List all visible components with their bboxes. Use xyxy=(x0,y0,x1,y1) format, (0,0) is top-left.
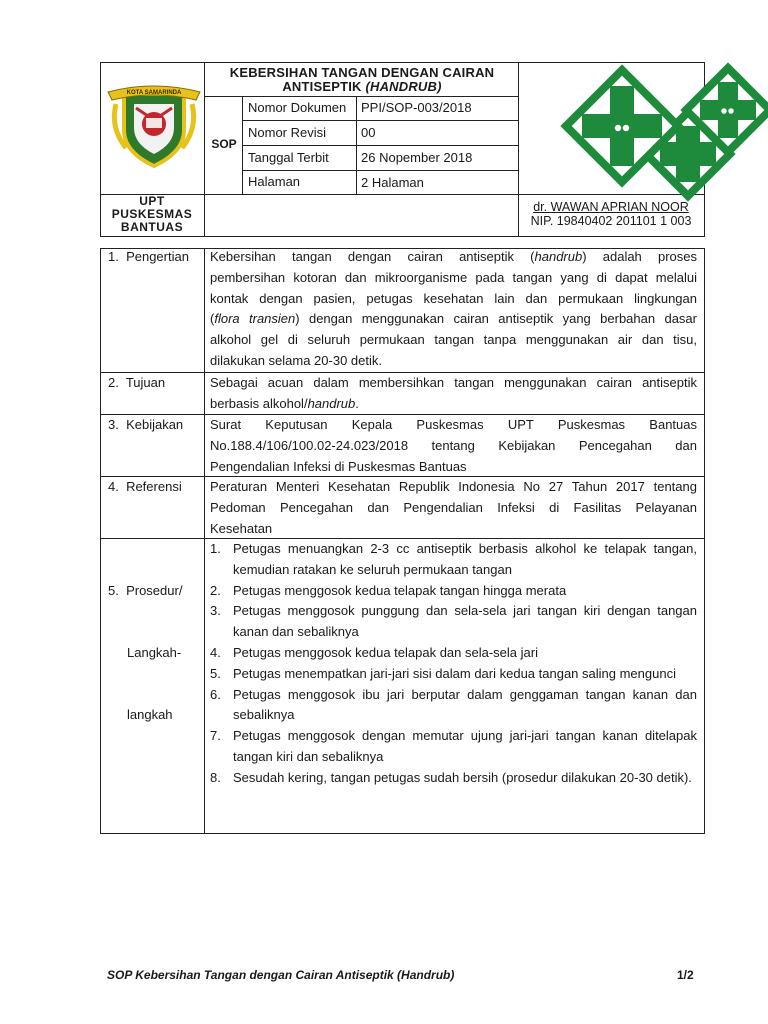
meta-value-halaman: 2 Halaman xyxy=(361,175,424,190)
section-text-pengertian: Kebersihan tangan dengan cairan antiseptik (handrub) adalah proses pembersihan kotoran dan mikroorganisme pada tangan yang di dapat melalui kontak dengan pasien, petugas kesehatan lain dan permukaan lingkungan (flora transien) dengan menggunakan cairan antiseptik yang berbahan dasar alkohol gel di seluruh permukaan tangan tanpa menggunakan air dan tisu, dilakukan selama 20-30 detik. xyxy=(210,249,697,368)
section-text-kebijakan: Surat Keputusan Kepala Puskesmas UPT Puskesmas Bantuas No.188.4/106/100.02-24.023/2018 tentang Kebijakan Pencegahan dan Pengendalian Infeksi di Puskesmas Bantuas xyxy=(210,417,697,474)
procedure-steps xyxy=(210,539,697,789)
procedure-step: 7. Petugas menggosok dengan memutar ujung jari-jari tangan kanan ditelapak tangan kiri dan sebaliknya xyxy=(210,728,697,764)
meta-label-tanggal-terbit: Tanggal Terbit xyxy=(248,150,329,165)
title-plain: ANTISEPTIK xyxy=(282,79,366,94)
emblem-banner-text: KOTA SAMARINDA xyxy=(126,90,182,96)
procedure-step: 6. Petugas menggosok ibu jari berputar dalam genggaman tangan kanan dan sebaliknya xyxy=(210,686,697,723)
footer-title: SOP Kebersihan Tangan dengan Cairan Antiseptik (Handrub) xyxy=(107,968,455,982)
procedure-step: 4. Petugas menggosok kedua telapak dan sela-sela jari xyxy=(210,644,538,660)
section-text-referensi: Peraturan Menteri Kesehatan Republik Indonesia No 27 Tahun 2017 tentang Pedoman Pencegahan dan Pengendalian Infeksi di Fasilitas Pelayanan Kesehatan xyxy=(210,479,697,536)
section-label-tujuan: 2. Tujuan xyxy=(108,375,166,390)
meta-value-nomor-dokumen: PPI/SOP-003/2018 xyxy=(361,100,472,115)
signatory-nip: NIP. 19840402 201101 1 003 xyxy=(530,214,692,228)
title-italic: (HANDRUB) xyxy=(365,79,442,94)
procedure-step: 2. Petugas menggosok kedua telapak tangan hingga merata xyxy=(210,582,567,598)
document-title: KEBERSIHAN TANGAN DENGAN CAIRAN ANTISEPTIK (HANDRUB) xyxy=(229,65,495,94)
section-label-prosedur: 5. Prosedur/ Langkah- langkah xyxy=(108,582,183,723)
procedure-step: 1. Petugas menuangkan 2-3 cc antiseptik berbasis alkohol ke telapak tangan, kemudian ratakan ke seluruh permukaan tangan xyxy=(210,541,697,577)
section-label-referensi: 4. Referensi xyxy=(108,479,182,494)
meta-value-nomor-revisi: 00 xyxy=(361,125,376,140)
organization-name: UPT PUSKESMAS BANTUAS xyxy=(111,194,193,234)
procedure-step: 3. Petugas menggosok punggung dan sela-sela jari tangan kiri dengan tangan kanan dan sebaliknya xyxy=(210,603,697,640)
meta-label-nomor-revisi: Nomor Revisi xyxy=(248,125,327,140)
city-emblem-logo xyxy=(106,78,202,168)
signatory-name: dr. WAWAN APRIAN NOOR xyxy=(533,200,689,214)
section-label-kebijakan: 3. Kebijakan xyxy=(108,417,184,432)
sop-label: SOP xyxy=(211,137,237,151)
meta-label-nomor-dokumen: Nomor Dokumen xyxy=(248,100,347,115)
meta-label-halaman: Halaman xyxy=(248,174,301,189)
section-text-tujuan: Sebagai acuan dalam membersihkan tangan menggunakan cairan antiseptik berbasis alkohol/handrub. xyxy=(210,375,697,411)
puskesmas-logo xyxy=(560,62,768,212)
section-label-pengertian: 1. Pengertian xyxy=(108,249,189,264)
procedure-step: 5. Petugas menempatkan jari-jari sisi dalam dari kedua tangan saling mengunci xyxy=(210,665,676,681)
procedure-step: 8. Sesudah kering, tangan petugas sudah bersih (prosedur dilakukan 20-30 detik). xyxy=(210,769,692,785)
page-number: 1/2 xyxy=(677,968,694,982)
meta-value-tanggal-terbit: 26 Nopember 2018 xyxy=(361,150,473,165)
